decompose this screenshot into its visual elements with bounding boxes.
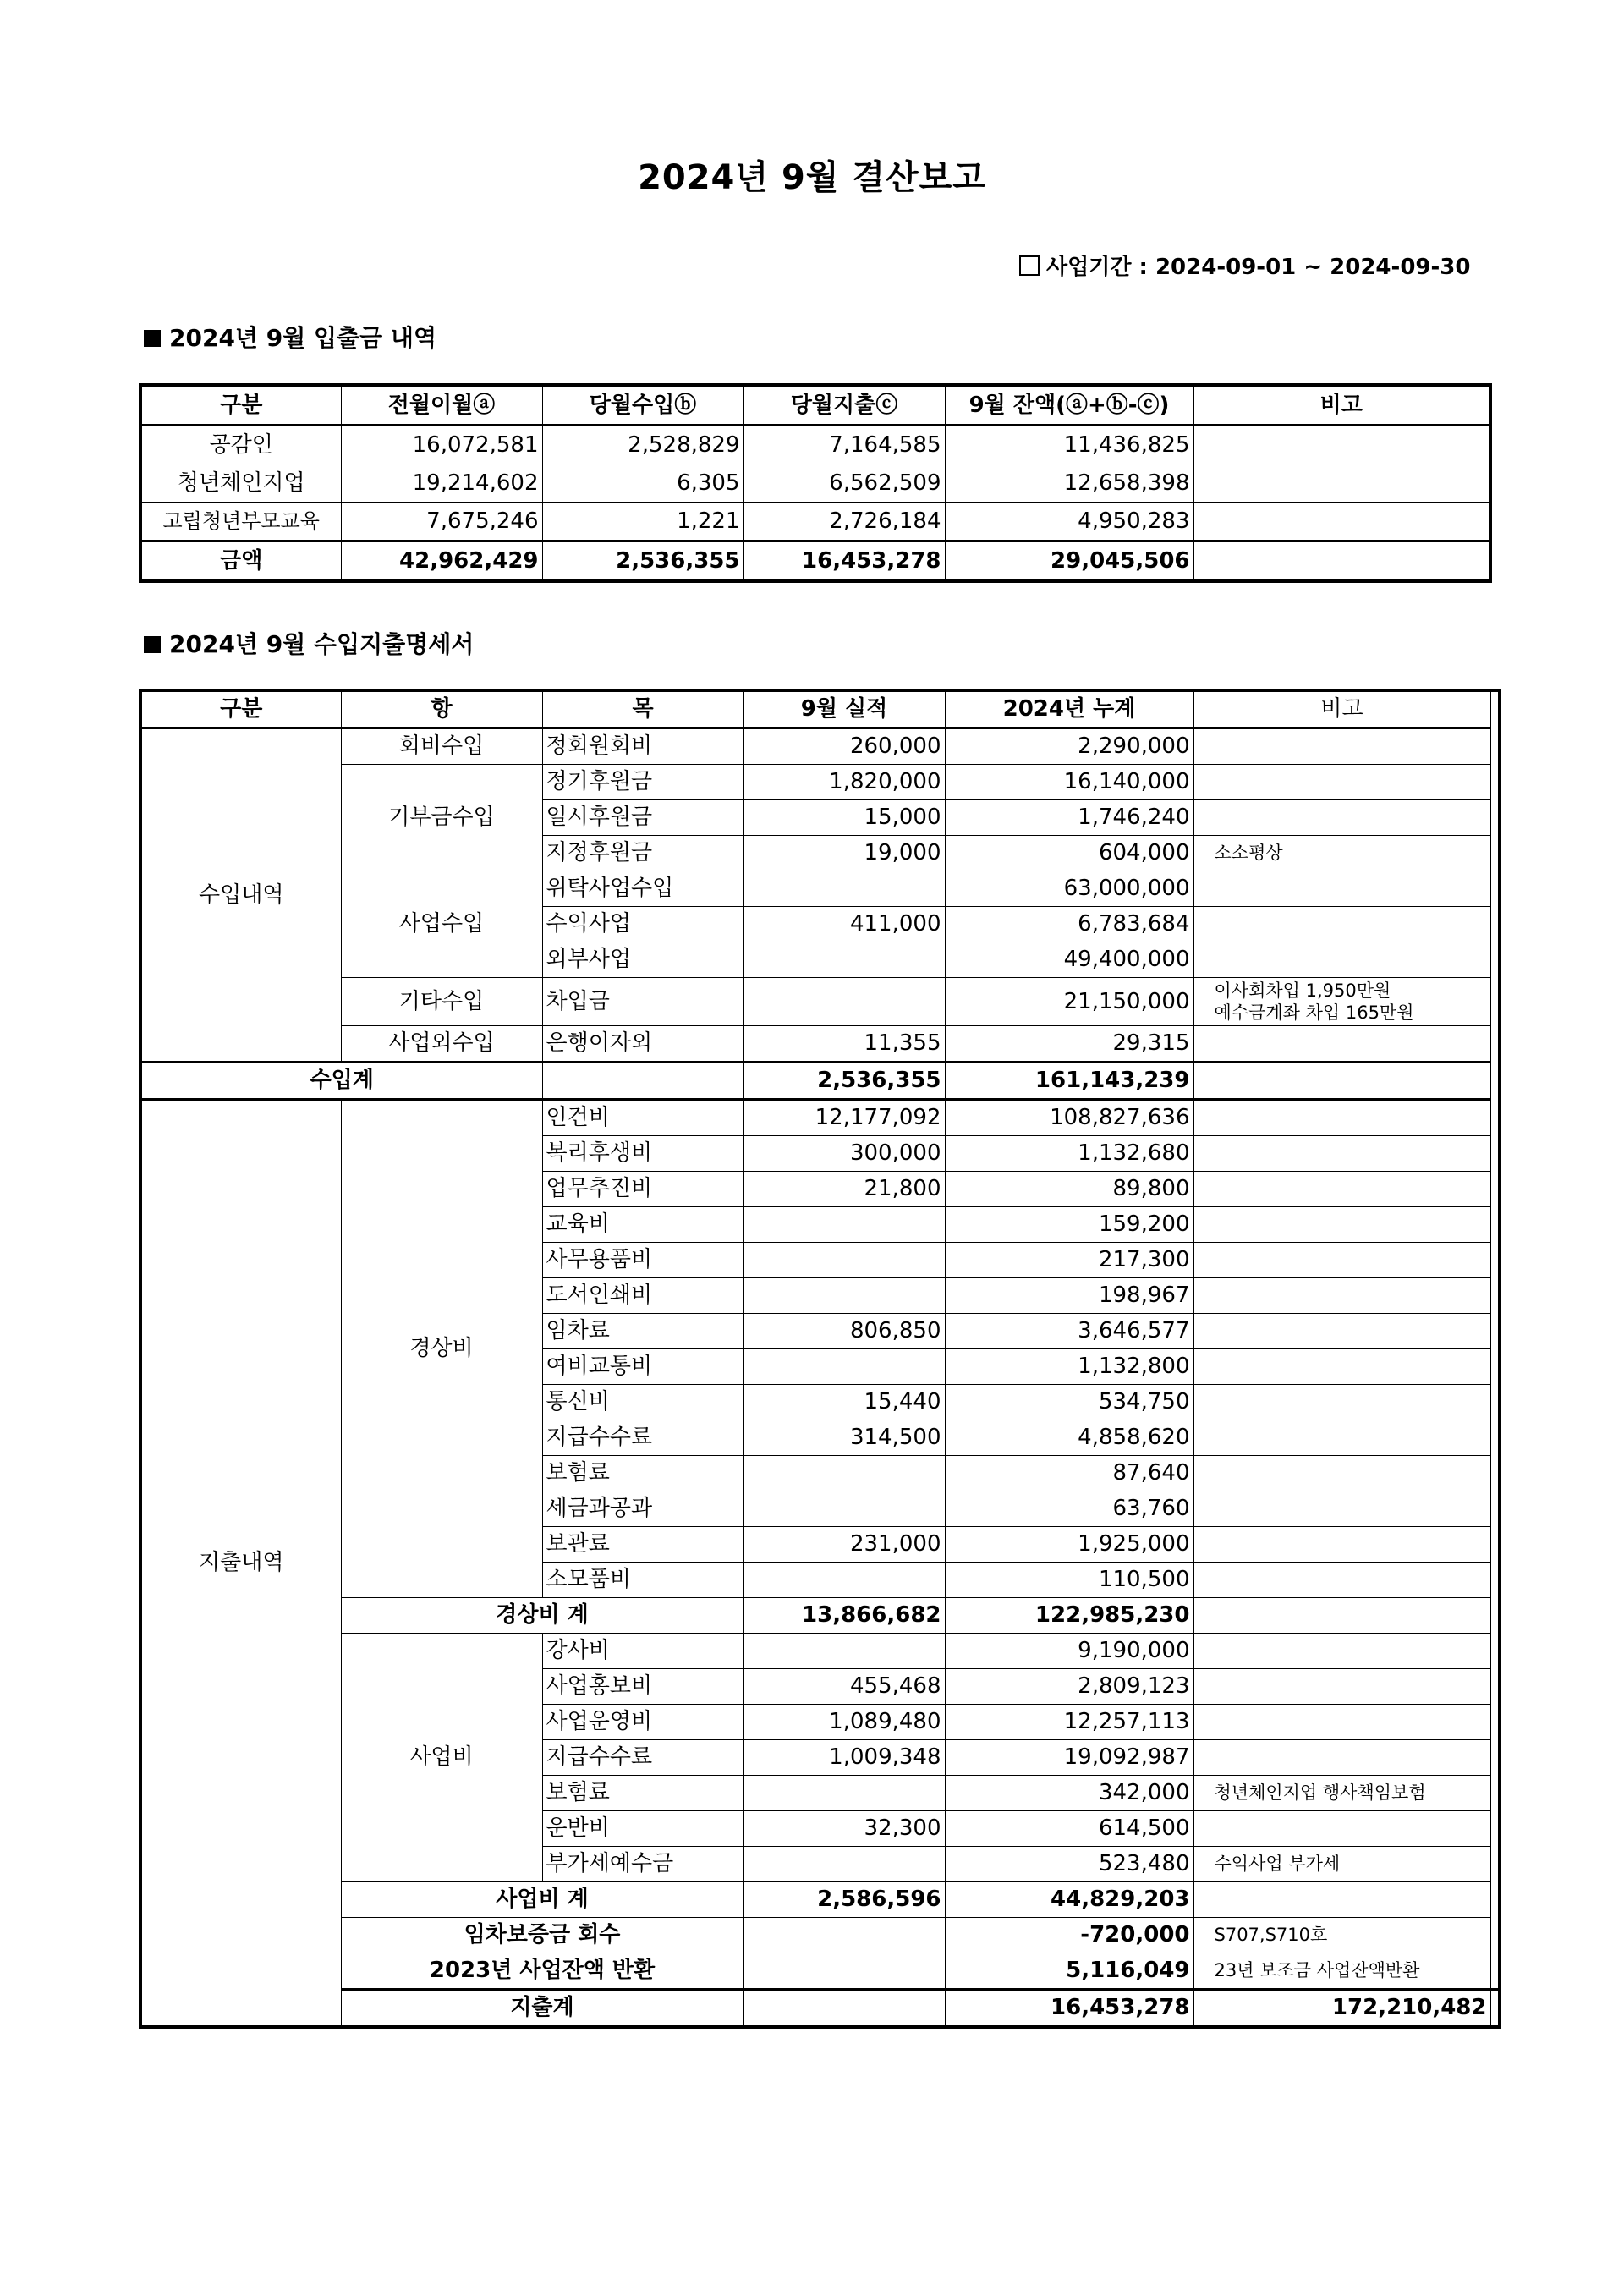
item-label: 일시후원금: [542, 800, 743, 836]
month-value: 15,000: [743, 800, 945, 836]
subtotal-row: [140, 1882, 1500, 1918]
item-label: 도서인쇄비: [542, 1278, 743, 1314]
table-header-row: [140, 690, 1500, 728]
item-label: 임차료: [542, 1314, 743, 1349]
item-label: 여비교통비: [542, 1349, 743, 1385]
item-label: 통신비: [542, 1385, 743, 1420]
black-square-bullet-icon: [144, 636, 161, 653]
refund-month: [743, 1953, 945, 1990]
item-label: 복리후생비: [542, 1136, 743, 1172]
cumulative-value: 342,000: [945, 1776, 1193, 1811]
income-expense-table: [139, 689, 1501, 2029]
month-value: [743, 1207, 945, 1243]
group-label: 사업외수입: [341, 1026, 542, 1063]
note: [1193, 765, 1490, 800]
cumulative-value: 614,500: [945, 1811, 1193, 1847]
item-label: 소모품비: [542, 1563, 743, 1598]
month-value: [743, 1278, 945, 1314]
cumulative-value: 9,190,000: [945, 1634, 1193, 1669]
row-balance: 11,436,825: [945, 426, 1193, 464]
table-row: [140, 464, 1490, 503]
month-value: [743, 1491, 945, 1527]
row-balance: 12,658,398: [945, 464, 1193, 503]
item-label: 정기후원금: [542, 765, 743, 800]
header-income: 당월수입ⓑ: [542, 385, 743, 426]
month-value: 11,355: [743, 1026, 945, 1063]
note: [1193, 1278, 1490, 1314]
table-row: [140, 426, 1490, 464]
header-month: 9월 실적: [743, 690, 945, 728]
month-value: [743, 1349, 945, 1385]
income-total-label: 수입계: [140, 1063, 542, 1100]
cumulative-value: 89,800: [945, 1172, 1193, 1207]
deposit-cumulative: -720,000: [945, 1918, 1193, 1953]
note: [1193, 728, 1490, 765]
note: [1193, 1669, 1490, 1705]
income-total-row: [140, 1063, 1500, 1100]
month-value: [743, 942, 945, 978]
operating-subtotal-month: 13,866,682: [743, 1598, 945, 1634]
empty-cell: [743, 1990, 945, 2028]
header-prev: 전월이월ⓐ: [341, 385, 542, 426]
month-value: 15,440: [743, 1385, 945, 1420]
group-label: 경상비: [341, 1100, 542, 1598]
item-label: 사업운영비: [542, 1705, 743, 1740]
note: [1193, 1349, 1490, 1385]
cumulative-value: 1,132,800: [945, 1349, 1193, 1385]
header-balance: 9월 잔액(ⓐ+ⓑ-ⓒ): [945, 385, 1193, 426]
month-value: 32,300: [743, 1811, 945, 1847]
note: [1193, 871, 1490, 907]
item-label: 보험료: [542, 1456, 743, 1491]
item-label: 부가세예수금: [542, 1847, 743, 1882]
month-value: [743, 1634, 945, 1669]
note: [1193, 800, 1490, 836]
deposit-note: S707,S710호: [1193, 1918, 1490, 1953]
cumulative-value: 198,967: [945, 1278, 1193, 1314]
item-label: 위탁사업수입: [542, 871, 743, 907]
row-note: [1193, 464, 1490, 503]
section2-heading-text: 2024년 9월 수입지출명세서: [169, 630, 475, 658]
black-square-bullet-icon: [144, 330, 161, 347]
group-label: 사업수입: [341, 871, 542, 978]
cumulative-value: 2,290,000: [945, 728, 1193, 765]
row-balance: 4,950,283: [945, 503, 1193, 541]
month-value: [743, 1456, 945, 1491]
month-value: [743, 871, 945, 907]
project-subtotal-label: 사업비 계: [341, 1882, 743, 1918]
month-value: 260,000: [743, 728, 945, 765]
note: [1193, 1314, 1490, 1349]
note: [1193, 1385, 1490, 1420]
operating-subtotal-label: 경상비 계: [341, 1598, 743, 1634]
row-name: 공감인: [140, 426, 341, 464]
note: 수익사업 부가세: [1193, 1847, 1490, 1882]
item-label: 교육비: [542, 1207, 743, 1243]
table-row: [140, 728, 1500, 765]
header-expense: 당월지출ⓒ: [743, 385, 945, 426]
item-label: 업무추진비: [542, 1172, 743, 1207]
group-label: 기부금수입: [341, 765, 542, 871]
group-label: 기타수입: [341, 978, 542, 1026]
header-cumulative: 2024년 누계: [945, 690, 1193, 728]
item-label: 차입금: [542, 978, 743, 1026]
note: [1193, 1705, 1490, 1740]
refund-row: [140, 1953, 1500, 1990]
header-group: 항: [341, 690, 542, 728]
month-value: 1,089,480: [743, 1705, 945, 1740]
empty-cell: [1193, 1598, 1490, 1634]
item-label: 지급수수료: [542, 1740, 743, 1776]
month-value: [743, 978, 945, 1026]
header-note: 비고: [1193, 690, 1490, 728]
note: [1193, 1740, 1490, 1776]
refund-label: 2023년 사업잔액 반환: [341, 1953, 743, 1990]
expense-total-month: 16,453,278: [945, 1990, 1193, 2028]
section1-heading-text: 2024년 9월 입출금 내역: [169, 324, 436, 352]
row-prev: 16,072,581: [341, 426, 542, 464]
note: [1193, 1634, 1490, 1669]
total-note: [1193, 541, 1490, 582]
refund-cumulative: 5,116,049: [945, 1953, 1193, 1990]
table-header-row: [140, 385, 1490, 426]
cumulative-value: 108,827,636: [945, 1100, 1193, 1136]
row-name: 청년체인지업: [140, 464, 341, 503]
month-value: 806,850: [743, 1314, 945, 1349]
note: 청년체인지업 행사책임보험: [1193, 1776, 1490, 1811]
expense-total-label: 지출계: [341, 1990, 743, 2028]
cumulative-value: 12,257,113: [945, 1705, 1193, 1740]
item-label: 지정후원금: [542, 836, 743, 871]
note: [1193, 1172, 1490, 1207]
header-category: 구분: [140, 385, 341, 426]
cumulative-value: 217,300: [945, 1243, 1193, 1278]
empty-cell: [1490, 1990, 1500, 2028]
month-value: [743, 1847, 945, 1882]
row-income: 6,305: [542, 464, 743, 503]
total-expense: 16,453,278: [743, 541, 945, 582]
cumulative-value: 110,500: [945, 1563, 1193, 1598]
note: [1193, 1136, 1490, 1172]
expense-total-cumulative: 172,210,482: [1193, 1990, 1490, 2028]
business-period-label: 사업기간 : 2024-09-01 ~ 2024-09-30: [1046, 255, 1471, 280]
item-label: 강사비: [542, 1634, 743, 1669]
item-label: 인건비: [542, 1100, 743, 1136]
row-expense: 7,164,585: [743, 426, 945, 464]
subtotal-row: [140, 1598, 1500, 1634]
cumulative-value: 3,646,577: [945, 1314, 1193, 1349]
item-label: 외부사업: [542, 942, 743, 978]
month-value: [743, 1776, 945, 1811]
header-note: 비고: [1193, 385, 1490, 426]
note: [1193, 1420, 1490, 1456]
note: [1193, 978, 1490, 1026]
cumulative-value: 49,400,000: [945, 942, 1193, 978]
income-total-cumulative: 161,143,239: [945, 1063, 1193, 1100]
cumulative-value: 87,640: [945, 1456, 1193, 1491]
empty-cell: [542, 1063, 743, 1100]
item-label: 운반비: [542, 1811, 743, 1847]
cumulative-value: 29,315: [945, 1026, 1193, 1063]
table-row: [140, 871, 1500, 907]
row-prev: 7,675,246: [341, 503, 542, 541]
note: 소소평상: [1193, 836, 1490, 871]
row-note: [1193, 503, 1490, 541]
note-line: 이사회차입 1,950만원: [1214, 980, 1391, 1001]
item-label: 세금과공과: [542, 1491, 743, 1527]
row-income: 2,528,829: [542, 426, 743, 464]
total-label: 금액: [140, 541, 341, 582]
row-note: [1193, 426, 1490, 464]
cumulative-value: 1,925,000: [945, 1527, 1193, 1563]
operating-subtotal-cumulative: 122,985,230: [945, 1598, 1193, 1634]
note: [1193, 942, 1490, 978]
month-value: 300,000: [743, 1136, 945, 1172]
section1-heading: [144, 320, 436, 354]
note: [1193, 1026, 1490, 1063]
note-line: 예수금계좌 차입 165만원: [1214, 1002, 1414, 1023]
total-row: [140, 541, 1490, 582]
business-period: [1019, 250, 1470, 281]
row-expense: 2,726,184: [743, 503, 945, 541]
item-label: 수익사업: [542, 907, 743, 942]
item-label: 은행이자외: [542, 1026, 743, 1063]
table-row: [140, 765, 1500, 800]
note: [1193, 1243, 1490, 1278]
header-category: 구분: [140, 690, 341, 728]
cumulative-value: 1,132,680: [945, 1136, 1193, 1172]
total-prev: 42,962,429: [341, 541, 542, 582]
header-item: 목: [542, 690, 743, 728]
note: [1193, 1207, 1490, 1243]
project-subtotal-cumulative: 44,829,203: [945, 1882, 1193, 1918]
month-value: 411,000: [743, 907, 945, 942]
item-label: 지급수수료: [542, 1420, 743, 1456]
project-subtotal-month: 2,586,596: [743, 1882, 945, 1918]
table-row: [140, 1026, 1500, 1063]
note: [1193, 1563, 1490, 1598]
deposit-label: 임차보증금 회수: [341, 1918, 743, 1953]
month-value: 231,000: [743, 1527, 945, 1563]
cumulative-value: 604,000: [945, 836, 1193, 871]
cumulative-value: 159,200: [945, 1207, 1193, 1243]
item-label: 정회원회비: [542, 728, 743, 765]
item-label: 보관료: [542, 1527, 743, 1563]
item-label: 사업홍보비: [542, 1669, 743, 1705]
note: [1193, 1811, 1490, 1847]
month-value: 314,500: [743, 1420, 945, 1456]
total-income: 2,536,355: [542, 541, 743, 582]
cumulative-value: 63,000,000: [945, 871, 1193, 907]
cumulative-value: 534,750: [945, 1385, 1193, 1420]
deposit-month: [743, 1918, 945, 1953]
total-balance: 29,045,506: [945, 541, 1193, 582]
checkbox-square-icon: [1019, 255, 1040, 276]
row-income: 1,221: [542, 503, 743, 541]
cumulative-value: 523,480: [945, 1847, 1193, 1882]
note: [1193, 907, 1490, 942]
month-value: 12,177,092: [743, 1100, 945, 1136]
month-value: 19,000: [743, 836, 945, 871]
month-value: 455,468: [743, 1669, 945, 1705]
empty-cell: [1193, 1882, 1490, 1918]
item-label: 사무용품비: [542, 1243, 743, 1278]
month-value: [743, 1243, 945, 1278]
row-expense: 6,562,509: [743, 464, 945, 503]
table-row: [140, 503, 1490, 541]
month-value: 1,820,000: [743, 765, 945, 800]
empty-cell: [1193, 1063, 1490, 1100]
table-row: [140, 1634, 1500, 1669]
month-value: 21,800: [743, 1172, 945, 1207]
note: [1193, 1527, 1490, 1563]
expense-total-row: [140, 1990, 1500, 2028]
table-row: [140, 1100, 1500, 1136]
refund-note: 23년 보조금 사업잔액반환: [1193, 1953, 1490, 1990]
cumulative-value: 6,783,684: [945, 907, 1193, 942]
group-label: 사업비: [341, 1634, 542, 1882]
item-label: 보험료: [542, 1776, 743, 1811]
cumulative-value: 63,760: [945, 1491, 1193, 1527]
row-name: 고립청년부모교육: [140, 503, 341, 541]
cumulative-value: 4,858,620: [945, 1420, 1193, 1456]
note: [1193, 1456, 1490, 1491]
month-value: [743, 1563, 945, 1598]
expense-category: 지출내역: [140, 1100, 341, 2028]
note: [1193, 1491, 1490, 1527]
cumulative-value: 16,140,000: [945, 765, 1193, 800]
section2-heading: [144, 626, 474, 660]
cumulative-value: 21,150,000: [945, 978, 1193, 1026]
month-value: 1,009,348: [743, 1740, 945, 1776]
income-total-month: 2,536,355: [743, 1063, 945, 1100]
cumulative-value: 1,746,240: [945, 800, 1193, 836]
income-category: 수입내역: [140, 728, 341, 1063]
cumulative-value: 2,809,123: [945, 1669, 1193, 1705]
page-title: 2024년 9월 결산보고: [638, 158, 986, 197]
group-label: 회비수입: [341, 728, 542, 765]
note: [1193, 1100, 1490, 1136]
row-prev: 19,214,602: [341, 464, 542, 503]
deposit-row: [140, 1918, 1500, 1953]
cumulative-value: 19,092,987: [945, 1740, 1193, 1776]
table-row: [140, 978, 1500, 1026]
cashflow-table: [139, 383, 1492, 583]
